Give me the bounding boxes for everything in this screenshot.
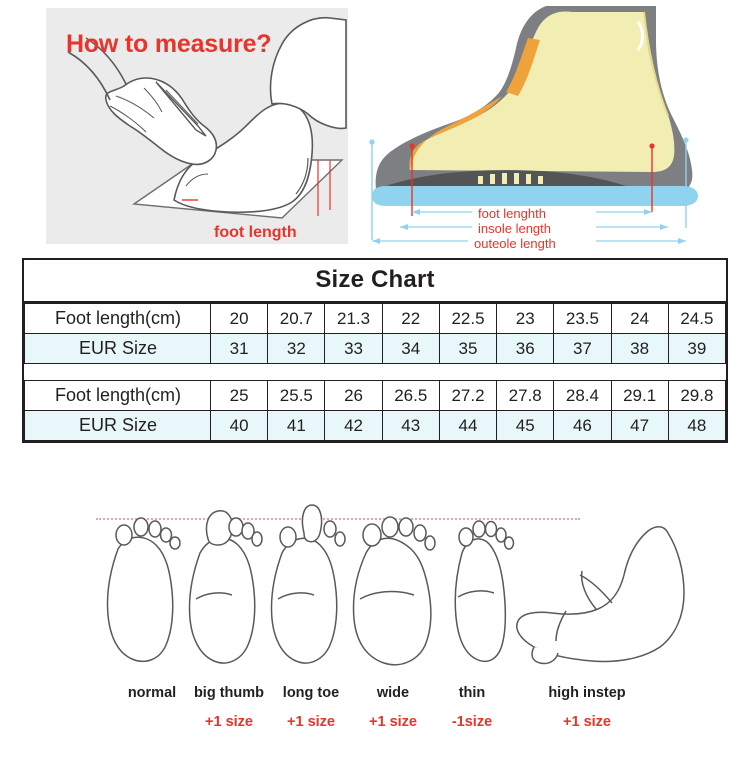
row-label-eur-size: EUR Size (25, 411, 211, 441)
foot-type-name: thin (458, 685, 486, 701)
table-row (25, 334, 726, 364)
foot-type-name: high instep (548, 685, 626, 701)
table-cell: 47 (611, 411, 668, 441)
foot-types-illustration (0, 487, 750, 687)
foot-type-name: big thumb (193, 685, 265, 701)
how-to-measure-title: How to measure? (66, 30, 272, 58)
footprint-wide-icon (354, 517, 436, 665)
table-cell: 27.2 (439, 381, 496, 411)
size-table-block-2 (24, 380, 726, 441)
table-cell: 41 (268, 411, 325, 441)
footprint-thin-icon (455, 521, 513, 661)
label-outsole-length: outeole length (474, 236, 556, 251)
top-illustration-band (0, 0, 750, 252)
foot-types-section (0, 487, 750, 766)
table-cell: 44 (439, 411, 496, 441)
table-cell: 34 (382, 334, 439, 364)
table-row (25, 411, 726, 441)
row-label-foot-length: Foot length(cm) (25, 304, 211, 334)
table-cell: 28.4 (554, 381, 611, 411)
table-cell: 23 (497, 304, 554, 334)
table-row (25, 381, 726, 411)
size-chart-title: Size Chart (24, 260, 726, 303)
table-cell: 36 (497, 334, 554, 364)
foot-type-adjust: +1 size (205, 714, 253, 730)
table-cell: 33 (325, 334, 382, 364)
row-label-eur-size: EUR Size (25, 334, 211, 364)
table-cell: 31 (211, 334, 268, 364)
shoe-cross-section-panel (356, 0, 746, 252)
footprint-long-toe-icon (271, 505, 345, 663)
table-cell: 25 (211, 381, 268, 411)
table-cell: 24.5 (668, 304, 725, 334)
foot-type-adjust: +1 size (287, 714, 335, 730)
foot-length-caption: foot length (214, 224, 297, 241)
label-insole-length: insole length (478, 221, 551, 236)
table-cell: 39 (668, 334, 725, 364)
how-to-measure-panel (46, 8, 348, 244)
table-cell: 48 (668, 411, 725, 441)
row-label-foot-length: Foot length(cm) (25, 381, 211, 411)
table-cell: 35 (439, 334, 496, 364)
foot-type-thin (412, 685, 532, 730)
foot-type-name: normal (127, 685, 177, 701)
table-cell: 22.5 (439, 304, 496, 334)
table-cell: 25.5 (268, 381, 325, 411)
shoe-cross-section-icon (356, 0, 746, 252)
foot-type-adjust: +1 size (369, 714, 417, 730)
table-cell: 38 (611, 334, 668, 364)
table-cell: 27.8 (497, 381, 554, 411)
table-row (25, 304, 726, 334)
foot-high-instep-icon (517, 527, 684, 664)
label-foot-length: foot lenghth (478, 206, 546, 221)
table-cell: 21.3 (325, 304, 382, 334)
foot-type-name: wide (376, 685, 410, 701)
table-cell: 26 (325, 381, 382, 411)
table-cell: 23.5 (554, 304, 611, 334)
foot-type-high-instep (527, 685, 647, 730)
table-cell: 20 (211, 304, 268, 334)
table-cell: 20.7 (268, 304, 325, 334)
size-table-block-1 (24, 303, 726, 364)
table-divider (24, 364, 726, 380)
footprint-normal-icon (107, 518, 180, 661)
foot-type-adjust: -1size (451, 714, 493, 730)
foot-type-name: long toe (282, 685, 340, 701)
table-cell: 29.8 (668, 381, 725, 411)
foot-type-adjust: +1 size (563, 714, 611, 730)
table-cell: 32 (268, 334, 325, 364)
table-cell: 37 (554, 334, 611, 364)
table-cell: 42 (325, 411, 382, 441)
size-chart-section (22, 258, 728, 443)
table-cell: 24 (611, 304, 668, 334)
table-cell: 40 (211, 411, 268, 441)
size-chart-box (22, 258, 728, 443)
table-cell: 43 (382, 411, 439, 441)
footprint-big-thumb-icon (189, 511, 262, 663)
table-cell: 45 (497, 411, 554, 441)
table-cell: 22 (382, 304, 439, 334)
table-cell: 46 (554, 411, 611, 441)
table-cell: 29.1 (611, 381, 668, 411)
table-cell: 26.5 (382, 381, 439, 411)
